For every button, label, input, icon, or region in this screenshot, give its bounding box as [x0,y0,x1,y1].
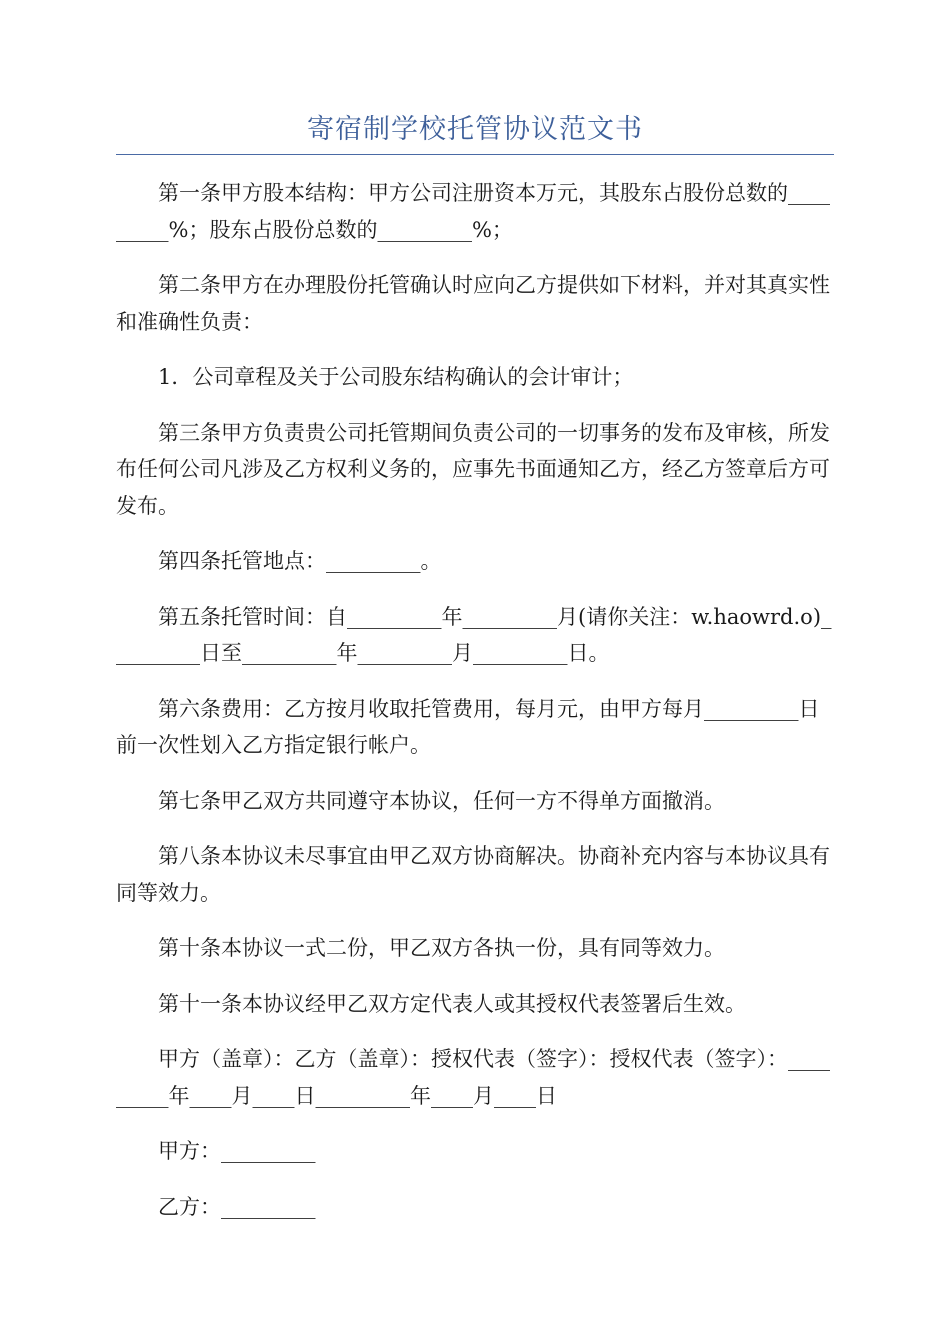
clause-4: 第四条托管地点：_________。 [158,549,442,573]
clause-1: 第一条甲方股本结构：甲方公司注册资本万元，其股东占股份总数的_________%；股东占股份总数的_________%； [116,181,830,242]
document-title: 寄宿制学校托管协议范文书 [307,114,643,145]
clause-2: 第二条甲方在办理股份托管确认时应向乙方提供如下材料，并对其真实性和准确性负责： [116,273,830,334]
clause-5: 第五条托管时间：自_________年_________月(请你关注：w.haowrd.o)_________日至_________年_________月_________日。 [116,604,832,665]
party-a-line: 甲方：_________ [158,1139,316,1163]
signature-block: 甲方（盖章）：乙方（盖章）：授权代表（签字）：授权代表（签字）：_________年____月____日_________年____月____日 [116,1047,830,1108]
clause-10: 第十条本协议一式二份，甲乙双方各执一份，具有同等效力。 [158,936,725,960]
clause-6: 第六条费用：乙方按月收取托管费用，每月元，由甲方每月_________日前一次性划入乙方指定银行帐户。 [116,696,820,757]
document-page [116,108,834,1225]
clause-2-item-1: 1．公司章程及关于公司股东结构确认的会计审计； [158,365,634,389]
clause-3: 第三条甲方负责贵公司托管期间负责公司的一切事务的发布及审核，所发布任何公司凡涉及乙方权利义务的，应事先书面通知乙方，经乙方签章后方可发布。 [116,420,830,518]
clause-11: 第十一条本协议经甲乙双方定代表人或其授权代表签署后生效。 [158,991,746,1016]
title-underline [116,154,834,155]
party-b-line: 乙方：_________ [158,1194,316,1219]
clause-8: 第八条本协议未尽事宜由甲乙双方协商解决。协商补充内容与本协议具有同等效力。 [116,844,830,905]
clause-7: 第七条甲乙双方共同遵守本协议，任何一方不得单方面撤消。 [158,788,725,813]
